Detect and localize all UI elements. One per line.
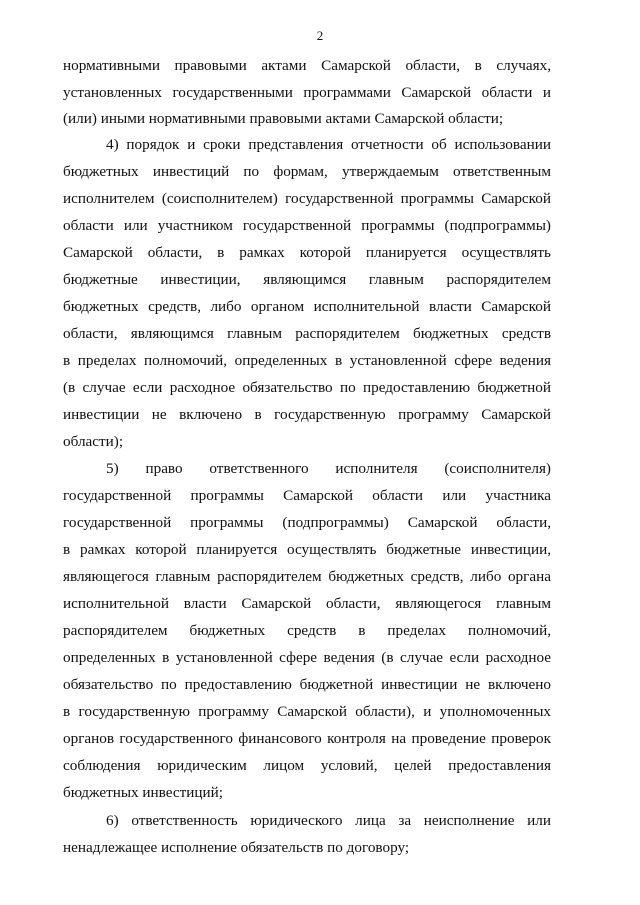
text-line: государственной программы (подпрограммы) Самарской области, — [63, 514, 551, 531]
text-line: государственной программы Самарской области или участника — [63, 487, 551, 504]
text-line: (или) иными нормативными правовыми актами Самарской области; — [63, 110, 504, 127]
text-line: исполнителем (соисполнителем) государственной программы Самарской — [63, 190, 551, 207]
text-line: обязательство по предоставлению бюджетной инвестиции не включено — [63, 676, 551, 693]
text-line: 5) право ответственного исполнителя (соисполнителя) — [106, 460, 551, 477]
text-line: органов государственного финансового контроля на проведение проверок — [63, 730, 551, 747]
text-line: определенных в установленной сфере ведения (в случае если расходное — [63, 649, 551, 666]
text-line: в рамках которой планируется осуществлять бюджетные инвестиции, — [63, 541, 551, 558]
text-line: Самарской области, в рамках которой планируется осуществлять — [63, 244, 551, 261]
text-line: 6) ответственность юридического лица за неисполнение или — [106, 812, 551, 829]
text-line: в пределах полномочий, определенных в установленной сфере ведения — [63, 352, 551, 369]
text-line: области); — [63, 433, 124, 450]
page-number: 2 — [316, 28, 324, 43]
text-line: бюджетных средств, либо органом исполнительной власти Самарской — [63, 298, 551, 315]
text-line: инвестиции не включено в государственную программу Самарской — [63, 406, 551, 423]
text-line: (в случае если расходное обязательство по предоставлению бюджетной — [63, 379, 551, 396]
text-line: установленных государственными программами Самарской области и — [63, 84, 551, 101]
text-line: области или участником государственной программы (подпрограммы) — [63, 217, 551, 234]
text-line: бюджетных инвестиций по формам, утверждаемым ответственным — [63, 163, 551, 180]
text-line: распорядителем бюджетных средств в пределах полномочий, — [63, 622, 551, 639]
text-line: соблюдения юридическим лицом условий, целей предоставления — [63, 757, 551, 774]
text-line: бюджетные инвестиции, являющимся главным распорядителем — [63, 271, 551, 288]
text-line: нормативными правовыми актами Самарской области, в случаях, — [63, 57, 551, 74]
text-line: являющегося главным распорядителем бюджетных средств, либо органа — [63, 568, 551, 585]
text-line: ненадлежащее исполнение обязательств по договору; — [63, 839, 410, 856]
text-line: 4) порядок и сроки представления отчетности об использовании — [106, 136, 551, 153]
text-line: в государственную программу Самарской области), и уполномоченных — [63, 703, 551, 720]
text-line: области, являющимся главным распорядителем бюджетных средств — [63, 325, 551, 342]
text-line: бюджетных инвестиций; — [63, 784, 223, 801]
text-line: исполнительной власти Самарской области, являющегося главным — [63, 595, 551, 612]
